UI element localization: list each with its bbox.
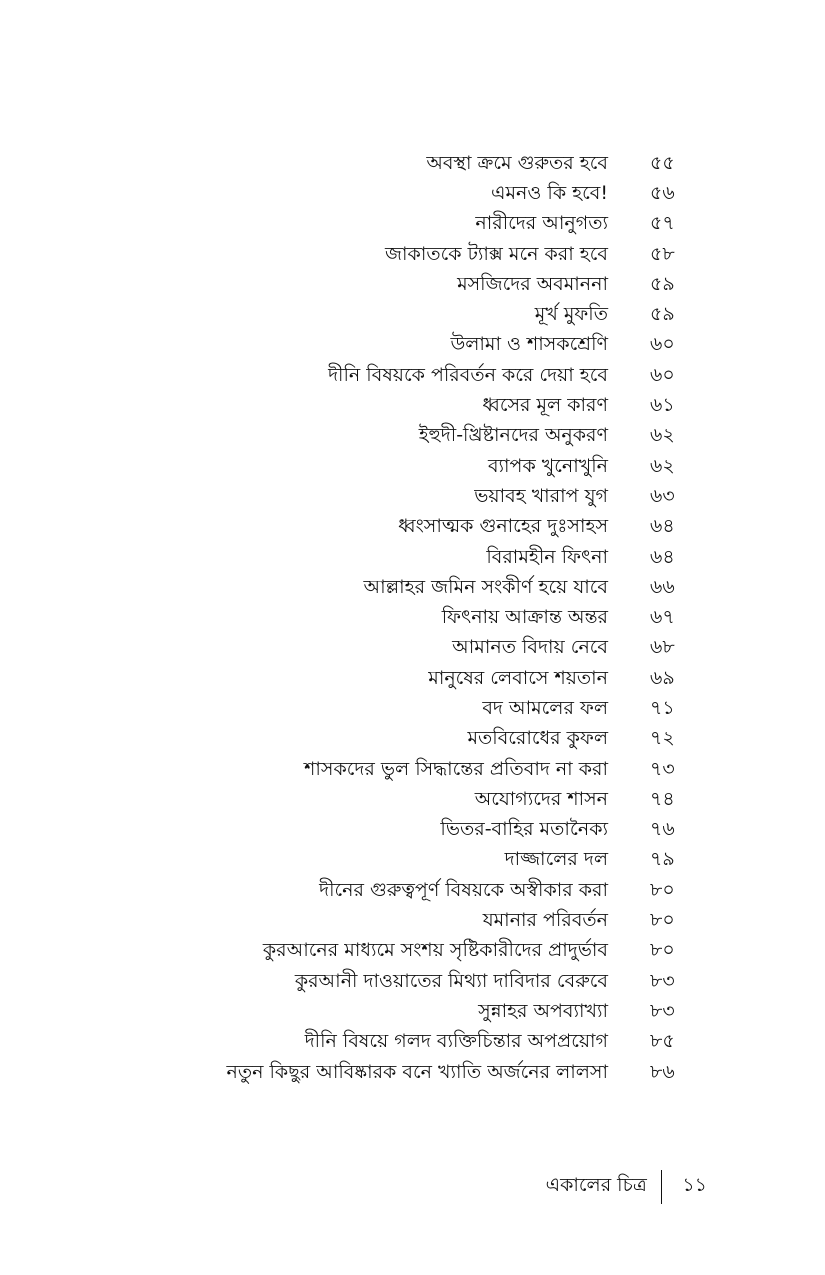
- toc-entry-page: ৬৩: [650, 484, 675, 507]
- toc-entry-page: ৮৩: [650, 999, 675, 1022]
- toc-entry-page: ৬৯: [650, 666, 675, 689]
- toc-entry-title: ধ্বসের মূল কারণ: [482, 394, 608, 417]
- toc-entry: [200, 845, 710, 875]
- toc-entry-page: ৭১: [650, 696, 675, 719]
- toc-entry-title: ধ্বংসাত্মক গুনাহের দুঃসাহস: [398, 515, 608, 538]
- toc-entry-title: বিরামহীন ফিৎনা: [486, 545, 608, 568]
- toc-entry-page: ৮০: [650, 939, 675, 962]
- toc-entry: [200, 178, 710, 208]
- toc-entry: [200, 996, 710, 1026]
- toc-entry: [200, 481, 710, 511]
- toc-entry-title: দাজ্জালের দল: [504, 848, 608, 871]
- toc-entry-page: ৮৩: [650, 969, 675, 992]
- toc-entry: [200, 148, 710, 178]
- toc-entry-page: ৫৬: [650, 181, 675, 204]
- toc-entry-page: ৫৮: [650, 242, 675, 265]
- page-footer: [546, 1170, 707, 1204]
- toc-entry: [200, 754, 710, 784]
- toc-entry-page: ৬২: [650, 424, 675, 447]
- toc-entry-title: বদ আমলের ফল: [482, 696, 608, 719]
- toc-entry-title: অবস্থা ক্রমে গুরুতর হবে: [426, 151, 608, 174]
- toc-entry-title: আল্লাহর জমিন সংকীর্ণ হয়ে যাবে: [363, 575, 608, 598]
- toc-entry-title: ভিতর-বাহির মতানৈক্য: [440, 818, 608, 841]
- toc-entry: [200, 330, 710, 360]
- running-footer-title: একালের চিত্র: [545, 1174, 647, 1196]
- toc-entry-page: ৭৬: [650, 818, 675, 841]
- toc-entry-page: ৬২: [650, 454, 675, 477]
- toc-entry-page: ৬৬: [650, 575, 675, 598]
- toc-entry-page: ৭৯: [650, 848, 675, 871]
- toc-entry-page: ৫৯: [650, 272, 675, 295]
- toc-entry-page: ৫৭: [650, 212, 675, 235]
- toc-entry: [200, 875, 710, 905]
- toc-entry-page: ৬৪: [650, 515, 675, 538]
- toc-entry-title: এমনও কি হবে!: [491, 181, 608, 204]
- toc-entry-page: ৬০: [650, 363, 675, 386]
- toc-entry: [200, 966, 710, 996]
- toc-entry-page: ৬০: [650, 333, 675, 356]
- toc-entry: [200, 572, 710, 602]
- toc-entry: [200, 784, 710, 814]
- toc-entry: [200, 693, 710, 723]
- toc-entry-page: ৮০: [650, 909, 675, 932]
- toc-entry-page: ৫৫: [650, 151, 675, 174]
- toc-entry: [200, 360, 710, 390]
- toc-entry: [200, 299, 710, 329]
- page-number: ১১: [682, 1174, 707, 1196]
- toc-entry-title: যমানার পরিবর্তন: [482, 909, 608, 932]
- toc-entry: [200, 542, 710, 572]
- toc-entry: [200, 269, 710, 299]
- toc-entry-page: ৭৪: [650, 787, 675, 810]
- toc-entry-title: জাকাতকে ট্যাক্স মনে করা হবে: [385, 242, 608, 265]
- toc-entry-title: দীনি বিষয়ে গলদ ব্যক্তিচিন্তার অপপ্রয়োগ: [304, 1030, 608, 1053]
- toc-entry-title: নতুন কিছুর আবিষ্কারক বনে খ্যাতি অর্জনের লালসা: [226, 1060, 608, 1083]
- toc-entry-title: উলামা ও শাসকশ্রেণি: [450, 333, 608, 356]
- toc-entry-title: কুরআনের মাধ্যমে সংশয় সৃষ্টিকারীদের প্রাদুর্ভাব: [262, 939, 608, 962]
- toc-entry-page: ৬৭: [650, 606, 675, 629]
- toc-entry: [200, 936, 710, 966]
- toc-entry: [200, 209, 710, 239]
- toc-entry-page: ৮০: [650, 878, 675, 901]
- toc-entry: [200, 633, 710, 663]
- toc-entry-page: ৫৯: [650, 303, 675, 326]
- toc-entry: [200, 239, 710, 269]
- toc-entry-page: ৬৪: [650, 545, 675, 568]
- toc-entry-title: ব্যাপক খুনোখুনি: [487, 454, 608, 477]
- toc-entry-title: শাসকদের ভুল সিদ্ধান্তের প্রতিবাদ না করা: [304, 757, 608, 780]
- toc-entry-title: নারীদের আনুগত্য: [475, 212, 608, 235]
- toc-entry-title: দীনের গুরুত্বপূর্ণ বিষয়কে অস্বীকার করা: [319, 878, 608, 901]
- toc-entry-page: ৮৬: [650, 1060, 675, 1083]
- toc-entry-page: ৮৫: [650, 1030, 675, 1053]
- toc-entry-title: সুন্নাহর অপব্যাখ্যা: [478, 999, 608, 1022]
- toc-entry: [200, 1027, 710, 1057]
- toc-entry: [200, 815, 710, 845]
- toc-entry-title: ভয়াবহ খারাপ যুগ: [474, 484, 608, 507]
- toc-entry-page: ৭৩: [650, 757, 675, 780]
- toc-entry-title: কুরআনী দাওয়াতের মিথ্যা দাবিদার বেরুবে: [294, 969, 608, 992]
- toc-entry: [200, 512, 710, 542]
- toc-entry: [200, 451, 710, 481]
- toc-entry-title: মসজিদের অবমাননা: [457, 272, 608, 295]
- toc-entry-page: ৬১: [650, 394, 675, 417]
- toc-entry-title: মূর্খ মুফতি: [534, 303, 608, 326]
- toc-entry: [200, 1057, 710, 1087]
- toc-entry-title: আমানত বিদায় নেবে: [452, 636, 608, 659]
- toc-entry-title: ফিৎনায় আক্রান্ত অন্তর: [441, 606, 608, 629]
- toc-entry-title: ইহুদী-খ্রিষ্টানদের অনুকরণ: [418, 424, 608, 447]
- toc-entry-title: মতবিরোধের কুফল: [467, 727, 608, 750]
- toc-entry-title: দীনি বিষয়কে পরিবর্তন করে দেয়া হবে: [328, 363, 608, 386]
- toc-entry: [200, 905, 710, 935]
- toc-entry: [200, 390, 710, 420]
- toc-entry-page: ৭২: [650, 727, 675, 750]
- toc-entry-page: ৬৮: [650, 636, 675, 659]
- toc-entry: [200, 663, 710, 693]
- toc-entry: [200, 421, 710, 451]
- toc-entry-title: মানুষের লেবাসে শয়তান: [428, 666, 608, 689]
- toc-entry: [200, 602, 710, 632]
- toc-entry: [200, 724, 710, 754]
- table-of-contents: [200, 148, 710, 1087]
- toc-entry-title: অযোগ্যদের শাসন: [474, 787, 608, 810]
